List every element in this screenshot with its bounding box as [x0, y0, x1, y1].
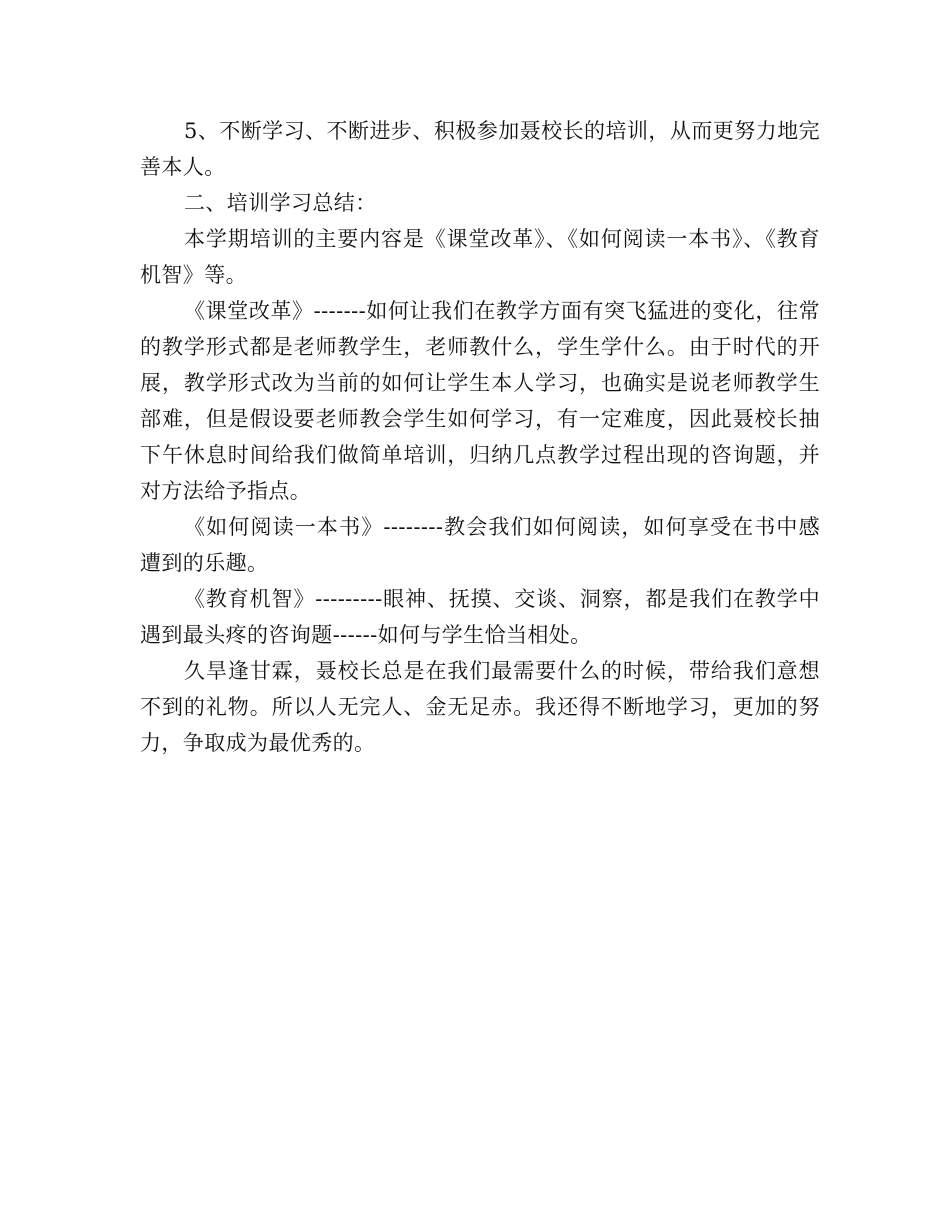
paragraph-self-improvement: 5、不断学习、不断进步、积极参加聂校长的培训，从而更努力地完善本人。 [140, 119, 820, 179]
paragraph-classroom-reform: 《课堂改革》-------如何让我们在教学方面有突飞猛进的变化，往常的教学形式都是老师教学生，老师教什么，学生学什么。由于时代的开展，教学形式改为当前的如何让学生本人学习，也确实是说老师教学生部难，但是假设要老师教会学生如何学习，有一定难度，因此聂校长抽下午休息时间给我们做简单培训，归纳几点教学过程出现的咨询题，并对方法给予指点。 [140, 299, 820, 503]
paragraph-how-to-read-a-book: 《如何阅读一本书》--------教会我们如何阅读，如何享受在书中感遭到的乐趣。 [140, 515, 820, 575]
paragraph-training-contents: 本学期培训的主要内容是《课堂改革》、《如何阅读一本书》、《教育机智》等。 [140, 227, 820, 287]
paragraph-conclusion: 久旱逢甘霖，聂校长总是在我们最需要什么的时候，带给我们意想不到的礼物。所以人无完人、金无足赤。我还得不断地学习，更加的努力，争取成为最优秀的。 [140, 659, 820, 755]
document-body [140, 113, 820, 761]
section-heading-training-summary: 二、培训学习总结： [184, 191, 377, 215]
paragraph-educational-wisdom: 《教育机智》---------眼神、抚摸、交谈、洞察，都是我们在教学中遇到最头疼的咨询题------如何与学生恰当相处。 [140, 587, 820, 647]
